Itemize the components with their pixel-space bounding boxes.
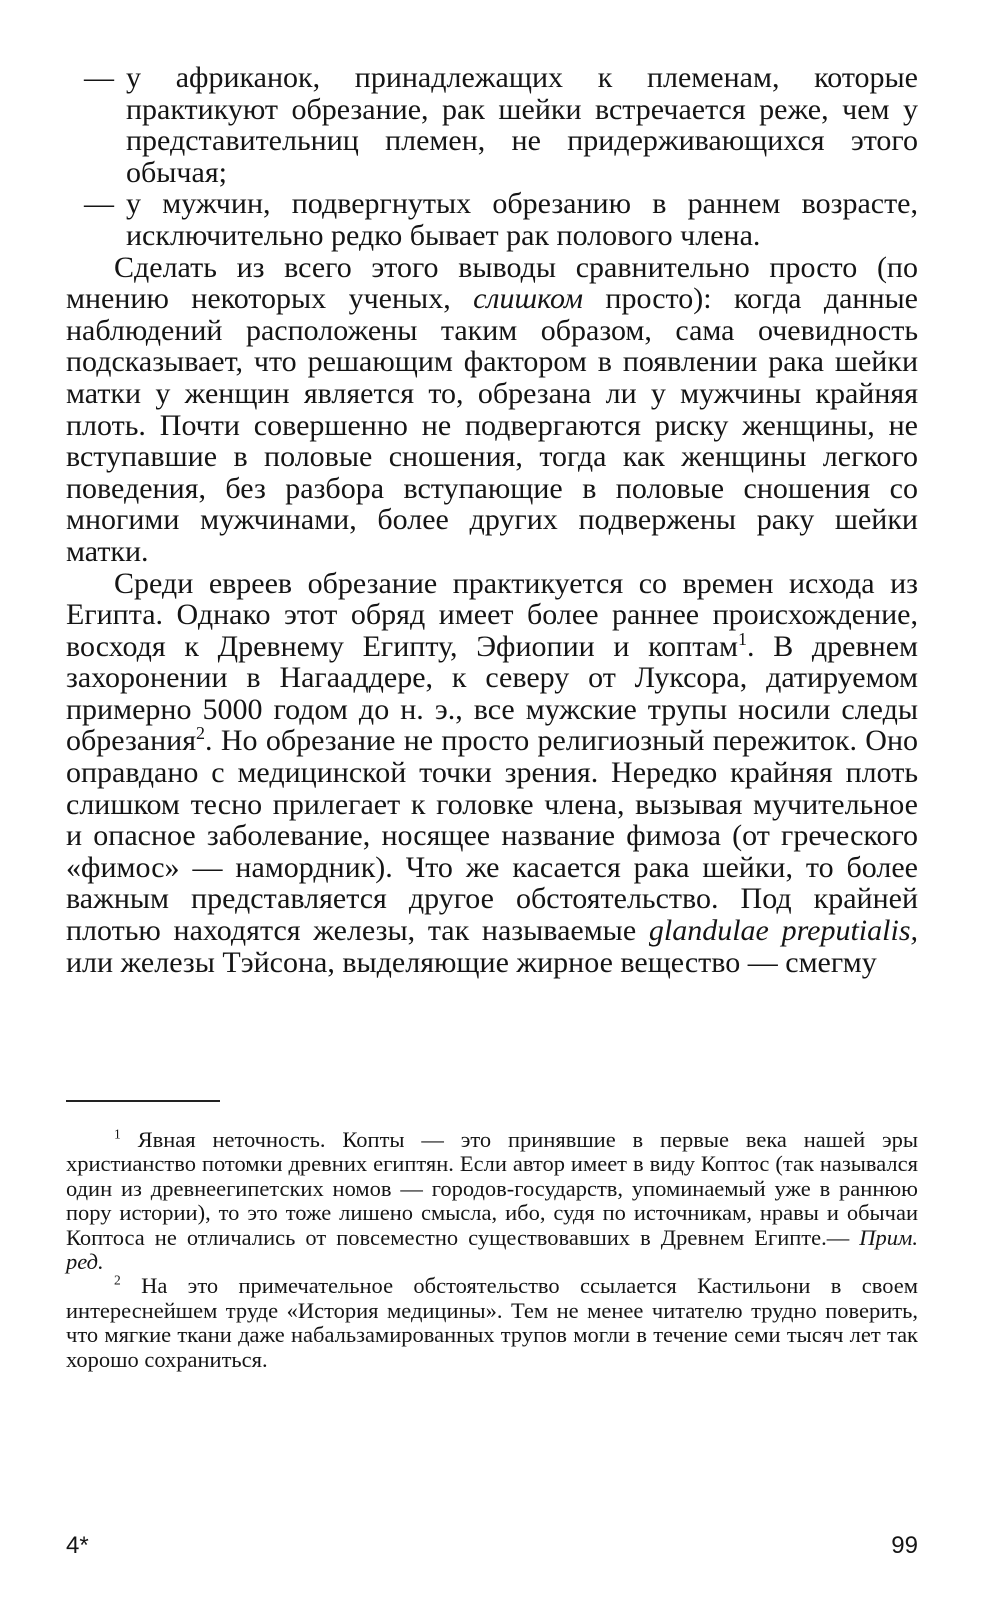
paragraph-text: или железы Тэйсона, выделяющие жирное вещество — смегму (66, 945, 877, 979)
footnote-2 (66, 1274, 918, 1372)
list-item-text: у мужчин, подвергнутых обрезанию в раннем возрасте, исключительно редко бывает рак полового члена. (126, 187, 918, 252)
footnotes (66, 1128, 918, 1372)
paragraph-text: Сделать из всего этого выводы сравнительно просто (по мнению некоторых ученых, (66, 250, 918, 316)
footnote-text: На это примечательное обстоятельство ссылается Кастильони в своем интереснейшем труде «История медицины». Тем не менее читателю трудно поверить, что мягкие ткани даже набальзамированных трупов могли в течение семи тысяч лет так хорошо сохраниться. (66, 1273, 918, 1372)
footnote-marker: 2 (114, 1272, 121, 1288)
footnote-divider (66, 1100, 220, 1102)
paragraph-text: Среди евреев обрезание практикуется со времен исхода из Египта. Однако этот обряд имеет более раннее происхождение, восходя к Древнему Египту, Эфиопии и коптам (66, 566, 918, 663)
list-item-text: у африканок, принадлежащих к племенам, которые практикуют обрезание, рак шейки встречается реже, чем у представительниц племен, не придерживающихся этого обычая; (126, 61, 918, 189)
footnote-1 (66, 1128, 918, 1274)
list-item (66, 62, 918, 188)
paragraph-circumcision-history (66, 568, 918, 979)
footnote-ref-1[interactable]: 1 (738, 628, 748, 649)
list-dash: — (84, 187, 114, 221)
main-text (66, 62, 918, 978)
footnote-ref-2[interactable]: 2 (196, 723, 206, 744)
emphasis-text: слишком (473, 282, 584, 316)
page-body (66, 62, 918, 978)
footnote-marker: 1 (114, 1126, 121, 1142)
footnote-text: Явная неточность. Копты — это принявшие в первые века нашей эры христианство потомки древних египтян. Если автор имеет в виду Коптос (так назывался один из древнеегипетских номов — городов-государств, упоминаемый уже в раннюю пору истории), то это тоже лишено смысла, ибо, судя по источникам, нравы и обычаи Коптоса не отличались от повсеместно существовавших в Древнем Египте.— (66, 1127, 918, 1250)
latin-term: glandulae preputialis, (648, 914, 918, 948)
paragraph-text: . В древнем захоронении в Нагааддере, к северу от Луксора, датируемом примерно 5000 годом до н. э., все мужские трупы носили следы обрезания (66, 629, 918, 758)
editor-note: Прим. ред. (66, 1224, 918, 1275)
page-number: 99 (891, 1532, 918, 1559)
paragraph-text: просто): когда данные наблюдений расположены таким образом, сама очевидность подсказывает, что решающим фактором в появлении рака шейки матки у женщин является то, обрезана ли у мужчины крайняя плоть. Почти совершенно не подвергаются риску женщины, не вступавшие в половые сношения, тогда как женщины легкого поведения, без разбора вступающие в половые сношения со многими мужчинами, более других подвержены раку шейки матки. (66, 282, 918, 568)
paragraph-conclusions (66, 252, 918, 568)
list-item (66, 188, 918, 251)
list-dash: — (84, 61, 114, 94)
signature-mark: 4* (66, 1532, 89, 1559)
paragraph-text: . Но обрезание не просто религиозный пережиток. Оно оправдано с медицинской точки зрения. Нередко крайняя плоть слишком тесно прилегает к головке члена, вызывая мучительное и опасное заболевание, носящее название фимоза (от греческого «фимос» — намордник). Что же касается рака шейки, то более важным представляется другое обстоятельство. Под крайней плотью находятся железы, так называемые (66, 724, 918, 948)
